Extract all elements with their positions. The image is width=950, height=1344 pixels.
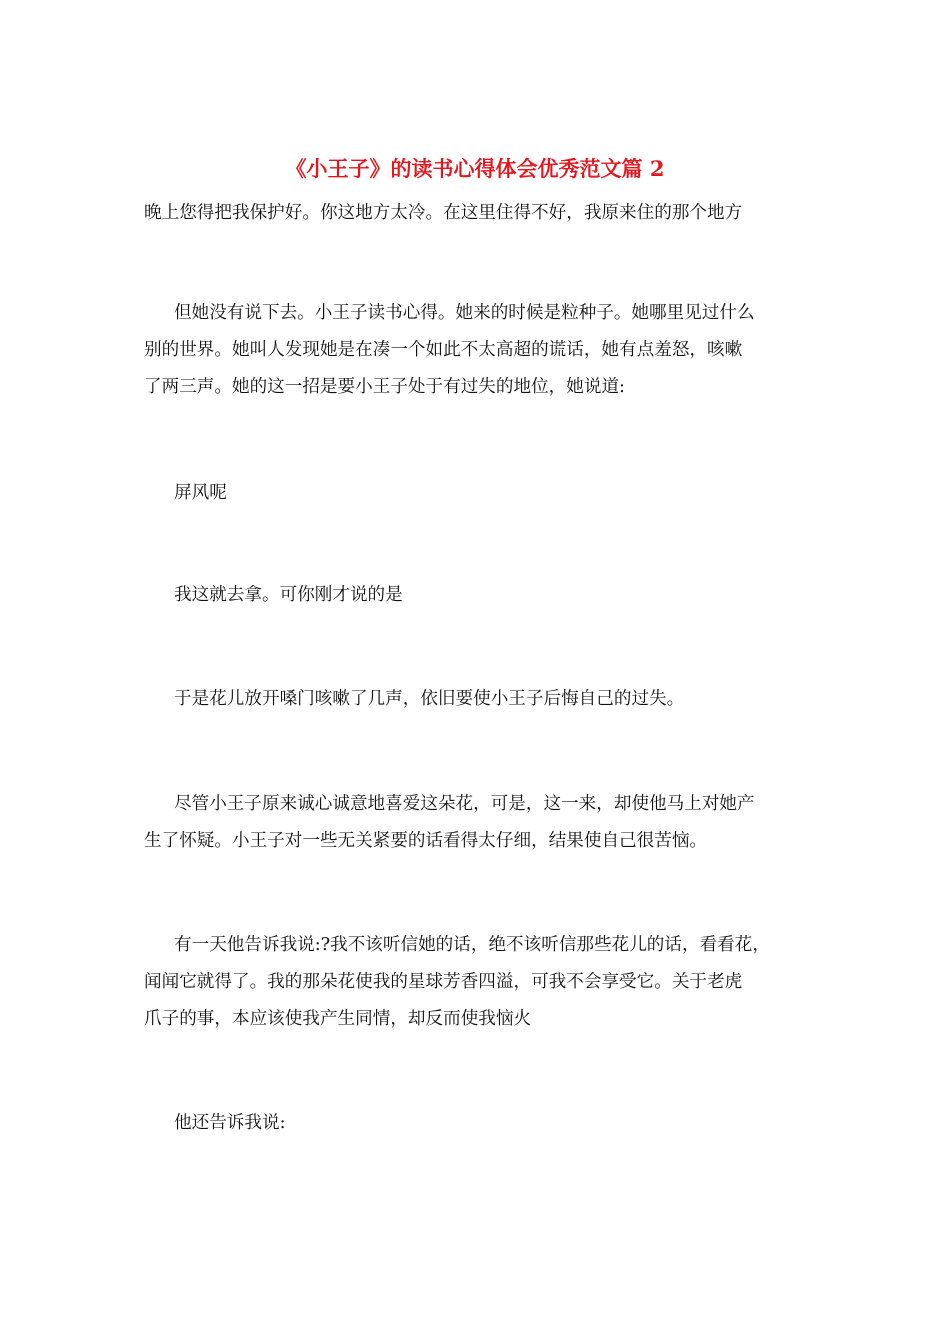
paragraph-line: 于是花儿放开嗓门咳嗽了几声，依旧要使小王子后悔自己的过失。	[174, 689, 685, 709]
paragraph-2	[144, 295, 812, 406]
paragraph-5	[174, 681, 842, 718]
paragraph-line: 屏风呢	[174, 483, 227, 503]
paragraph-line: 晚上您得把我保护好。你这地方太冷。在这里住得不好，我原来住的那个地方	[144, 203, 743, 223]
paragraph-1	[144, 195, 812, 232]
paragraph-8	[174, 1105, 842, 1142]
paragraph-line: 我这就去拿。可你刚才说的是	[174, 585, 403, 605]
paragraph-4	[174, 577, 842, 614]
paragraph-line: 尽管小王子原来诚心诚意地喜爱这朵花，可是，这一来，却使他马上对她产	[174, 794, 755, 814]
paragraph-line: 生了怀疑。小王子对一些无关紧要的话看得太仔细，结果使自己很苦恼。	[144, 831, 708, 851]
paragraph-line: 闻闻它就得了。我的那朵花使我的星球芳香四溢，可我不会享受它。关于老虎	[144, 972, 743, 992]
paragraph-3	[174, 475, 842, 512]
paragraph-line: 别的世界。她叫人发现她是在凑一个如此不太高超的谎话，她有点羞怒，咳嗽	[144, 340, 743, 360]
paragraph-line: 但她没有说下去。小王子读书心得。她来的时候是粒种子。她哪里见过什么	[174, 303, 755, 323]
paragraph-line: 他还告诉我说:	[174, 1113, 286, 1133]
paragraph-7	[144, 927, 812, 1038]
paragraph-line: 爪子的事，本应该使我产生同情，却反而使我恼火	[144, 1009, 532, 1029]
paragraph-line: 了两三声。她的这一招是要小王子处于有过失的地位，她说道:	[144, 377, 625, 397]
paragraph-6	[144, 786, 812, 860]
document-title: 《小王子》的读书心得体会优秀范文篇 2	[285, 156, 665, 181]
paragraph-line: 有一天他告诉我说:?我不该听信她的话，绝不该听信那些花儿的话，看看花，	[174, 935, 770, 955]
